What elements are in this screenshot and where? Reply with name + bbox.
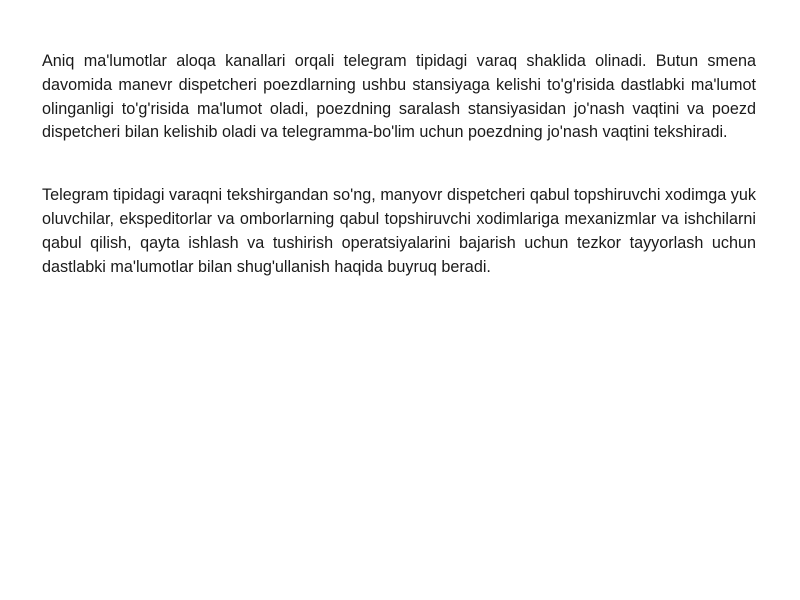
paragraph-2: Telegram tipidagi varaqni tekshirgandan so'ng, manyovr dispetcheri qabul topshiruvchi xodimga yuk oluvchilar, ekspeditorlar va omborlarning qabul topshiruvchi xodimlariga mexanizmlar va ishchilarni qabul qilish, qayta ishlash va tushirish operatsiyalarini bajarish uchun tezkor tayyorlash uchun dastlabki ma'lumotlar bilan shug'ullanish haqida buyruq beradi. (42, 186, 756, 276)
paragraph-1: Aniq ma'lumotlar aloqa kanallari orqali telegram tipidagi varaq shaklida olinadi. Butun smena davomida manevr dispetcheri poezdlarning ushbu stansiyaga kelishi to'g'risida dastlabki ma'lumot olinganligi to'g'risida ma'lumot oladi, poezdning saralash stansiyasidan jo'nash vaqtini va poezd dispetcheri bilan kelishib oladi va telegramma-bo'lim uchun poezdning jo'nash vaqtini tekshiradi. (42, 52, 756, 142)
document-body (42, 50, 756, 279)
